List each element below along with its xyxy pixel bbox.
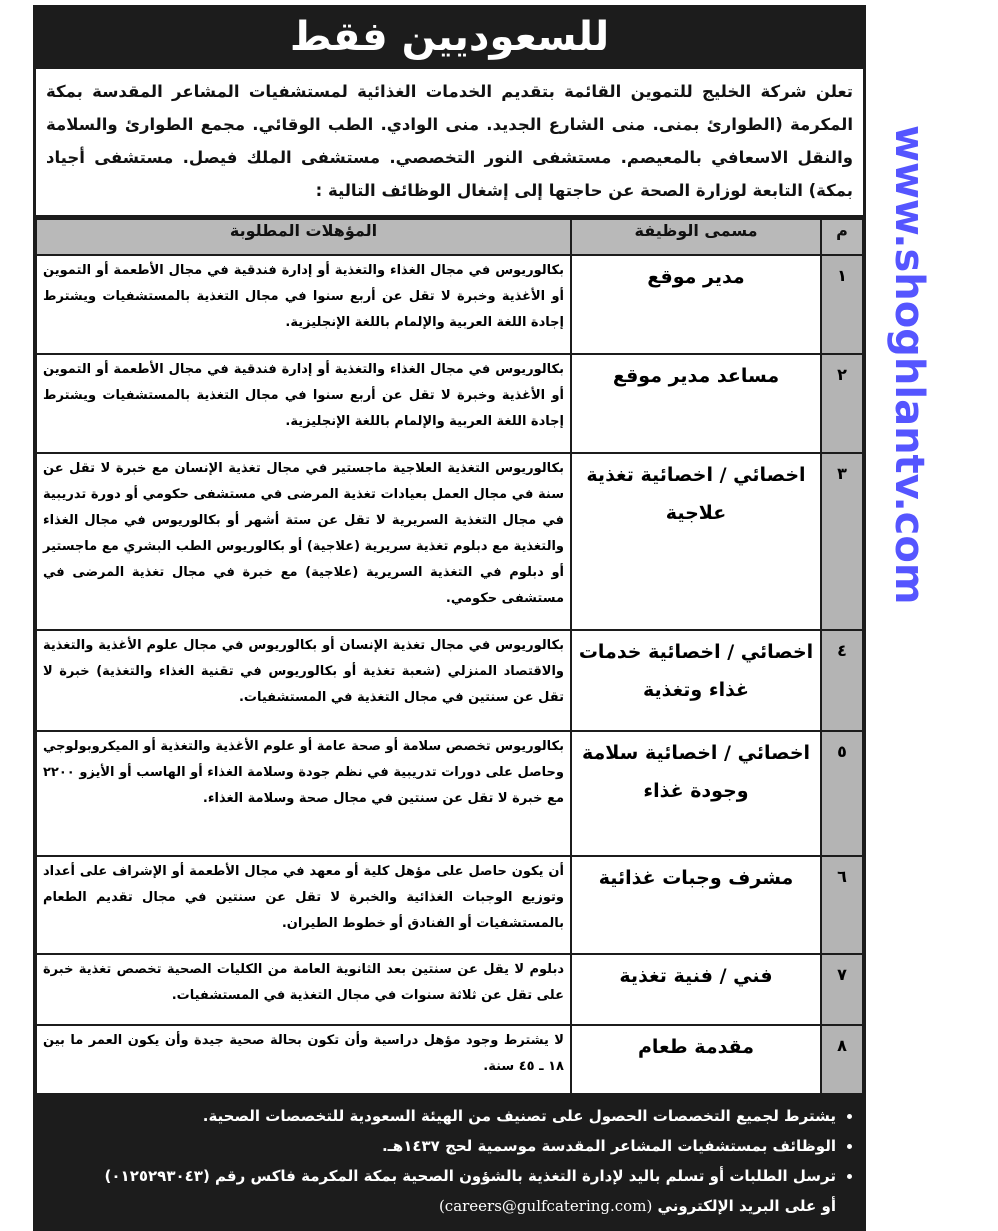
table-row [36, 453, 863, 630]
header-num: م [821, 219, 863, 255]
note-item: • الوظائف بمستشفيات المشاعر المقدسة موسمية لحج ١٤٣٧هـ. [53, 1131, 836, 1161]
email-link[interactable]: (careers@gulfcatering.com) [438, 1197, 653, 1215]
row-number: ٤ [821, 630, 863, 731]
notes-list [33, 1095, 866, 1221]
job-title: اخصائي / اخصائية تغذية علاجية [571, 453, 821, 630]
row-number: ٢ [821, 354, 863, 453]
table-row [36, 1025, 863, 1094]
note-text: ترسل الطلبات أو تسلم باليد لإدارة التغذية بالشؤون الصحية بمكة المكرمة فاكس رقم (٠١٢٥٢٩٣٠٤٣) [104, 1167, 836, 1185]
job-title: اخصائي / اخصائية خدمات غذاء وتغذية [571, 630, 821, 731]
note-item: • يشترط لجميع التخصصات الحصول على تصنيف من الهيئة السعودية للتخصصات الصحية. [53, 1101, 836, 1131]
job-qualifications: بكالوريوس تخصص سلامة أو صحة عامة أو علوم الأغذية والتغذية أو الميكروبولوجي وحاصل على دورات تدريبية في نظم جودة وسلامة الغذاء أو الهاسب أو الأيزو ٢٢٠٠ مع خبرة لا تقل عن سنتين في مجال صحة وسلامة الغذاء. [36, 731, 571, 856]
job-qualifications: بكالوريوس في مجال الغذاء والتغذية أو إدارة فندقية في مجال الأطعمة أو التموين أو الأغذية وخبرة لا تقل عن أربع سنوا في مجال التغذية بالمستشفيات ويشترط إجادة اللغة العربية والإلمام باللغة الإنجليزية. [36, 255, 571, 354]
row-number: ٦ [821, 856, 863, 954]
row-number: ٥ [821, 731, 863, 856]
header-job: مسمى الوظيفة [571, 219, 821, 255]
job-qualifications: دبلوم لا يقل عن سنتين بعد الثانوية العامة من الكليات الصحية تخصص تغذية خبرة على تقل عن ثلاثة سنوات في مجال التغذية في المستشفيات. [36, 954, 571, 1025]
row-number: ٣ [821, 453, 863, 630]
job-advertisement [33, 5, 866, 1231]
note-item [53, 1161, 836, 1221]
table-row [36, 255, 863, 354]
job-title: فني / فنية تغذية [571, 954, 821, 1025]
job-title: مدير موقع [571, 255, 821, 354]
table-row [36, 731, 863, 856]
job-title: اخصائي / اخصائية سلامة وجودة غذاء [571, 731, 821, 856]
jobs-table [35, 218, 864, 1095]
table-row [36, 954, 863, 1025]
email-prefix: أو على البريد الإلكتروني [657, 1197, 836, 1215]
table-row [36, 856, 863, 954]
job-qualifications: لا يشترط وجود مؤهل دراسية وأن تكون بحالة صحية جيدة وأن يكون العمر ما بين ١٨ ـ ٤٥ سنة. [36, 1025, 571, 1094]
header-qual: المؤهلات المطلوبة [36, 219, 571, 255]
table-row [36, 630, 863, 731]
row-number: ٧ [821, 954, 863, 1025]
job-qualifications: بكالوريوس في مجال الغذاء والتغذية أو إدارة فندقية في مجال الأطعمة أو التموين أو الأغذية وخبرة لا تقل عن أربع سنوا في مجال التغذية بالمستشفيات ويشترط إجادة اللغة العربية والإلمام باللغة الإنجليزية. [36, 354, 571, 453]
job-title: مقدمة طعام [571, 1025, 821, 1094]
job-qualifications: أن يكون حاصل على مؤهل كلية أو معهد في مجال الأطعمة أو الإشراف على أعداد وتوزيع الوجبات الغذائية والخبرة لا تقل عن سنتين في مجال تقديم الطعام بالمستشفيات أو الفنادق أو خطوط الطيران. [36, 856, 571, 954]
ad-title: للسعوديين فقط [289, 14, 610, 60]
job-qualifications: بكالوريوس في مجال تغذية الإنسان أو بكالوريوس في مجال علوم الأغذية والتغذية والاقتصاد المنزلي (شعبة تغذية أو بكالوريوس في تقنية الغذاء والتغذية) خبرة لا تقل عن سنتين في مجال التغذية في المستشفيات. [36, 630, 571, 731]
table-header-row [36, 219, 863, 255]
watermark: www.shoghlantv.com [886, 125, 932, 605]
table-row [36, 354, 863, 453]
job-title: مشرف وجبات غذائية [571, 856, 821, 954]
job-qualifications: بكالوريوس التغذية العلاجية ماجستير في مجال تغذية الإنسان مع خبرة لا تقل عن سنة في مجال العمل بعيادات تغذية المرضى في مستشفى حكومي أو دورة تدريبية في مجال التغذية السريرية لا تقل عن ستة أشهر أو بكالوريوس في مجال الغذاء والتغذية مع دبلوم تغذية سريرية (علاجية) أو بكالوريوس الطب البشري مع ماجستير أو دبلوم في التغذية السريرية (علاجية) مع خبرة في مجال تغذية المرضى في مستشفى حكومي. [36, 453, 571, 630]
job-title: مساعد مدير موقع [571, 354, 821, 453]
row-number: ٨ [821, 1025, 863, 1094]
row-number: ١ [821, 255, 863, 354]
intro-paragraph: تعلن شركة الخليج للتموين القائمة بتقديم الخدمات الغذائية لمستشفيات المشاعر المقدسة بمكة المكرمة (الطوارئ بمنى. منى الشارع الجديد. منى الوادي. الطب الوقائي. مجمع الطوارئ والسلامة والنقل الاسعافي بالمعيصم. مستشفى النور التخصصي. مستشفى الملك فيصل. مستشفى أجياد بمكة) التابعة لوزارة الصحة عن حاجتها إلى إشغال الوظائف التالية : [36, 69, 863, 215]
